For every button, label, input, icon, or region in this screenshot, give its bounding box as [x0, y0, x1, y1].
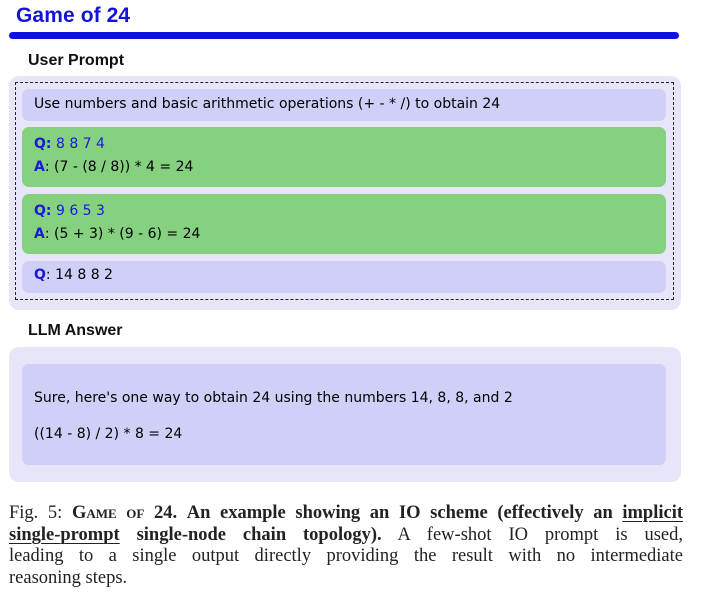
caption-bold-a: An example showing an IO scheme (effectively an: [186, 503, 613, 523]
question-value: 14 8 8 2: [55, 267, 113, 283]
question-value: 9 6 5 3: [55, 203, 105, 219]
example-box-1: [22, 127, 666, 187]
answer-value: (5 + 3) * (9 - 6) = 24: [54, 226, 201, 242]
caption-fig-name: Game of 24.: [71, 503, 178, 523]
user-prompt-label: User Prompt: [28, 52, 125, 69]
example-1-answer: A: (7 - (8 / 8)) * 4 = 24: [34, 159, 194, 175]
title-underline-bar: [9, 32, 679, 39]
answer-key: A: [34, 226, 45, 242]
instruction-box: [22, 89, 666, 121]
page-title: Game of 24: [16, 4, 131, 27]
llm-answer-label: LLM Answer: [28, 322, 123, 339]
answer-value: (7 - (8 / 8)) * 4 = 24: [54, 159, 194, 175]
caption-fig-number: Fig. 5:: [9, 503, 63, 523]
question-key: Q: [34, 267, 46, 283]
example-2-answer: A: (5 + 3) * (9 - 6) = 24: [34, 226, 201, 242]
caption-rest-3: reasoning steps.: [9, 567, 128, 588]
example-2-question: Q: 9 6 5 3: [34, 203, 105, 219]
answer-key: A: [34, 159, 45, 175]
caption-underline-2: single-prompt: [9, 524, 120, 545]
caption-bold-b: single-node chain topology).: [136, 524, 382, 545]
question-value: 8 8 7 4: [55, 136, 105, 152]
question-key: Q: [34, 136, 46, 152]
query-question: Q: 14 8 8 2: [34, 267, 113, 283]
llm-answer-box: [22, 364, 666, 465]
question-key: Q: [34, 203, 46, 219]
caption-underline-1: implicit: [622, 503, 684, 523]
answer-line-1: Sure, here's one way to obtain 24 using the numbers 14, 8, 8, and 2: [34, 390, 513, 406]
answer-line-2: ((14 - 8) / 2) * 8 = 24: [34, 426, 183, 442]
example-1-question: Q: 8 8 7 4: [34, 136, 105, 152]
caption-rest-2: leading to a single output directly providing the result with no intermediate: [9, 546, 683, 566]
query-box: [22, 261, 666, 293]
caption-rest-1: A few-shot IO prompt is used,: [397, 524, 684, 545]
instruction-text: Use numbers and basic arithmetic operations (+ - * /) to obtain 24: [34, 96, 501, 112]
figure-caption: [9, 503, 683, 589]
example-box-2: [22, 194, 666, 254]
